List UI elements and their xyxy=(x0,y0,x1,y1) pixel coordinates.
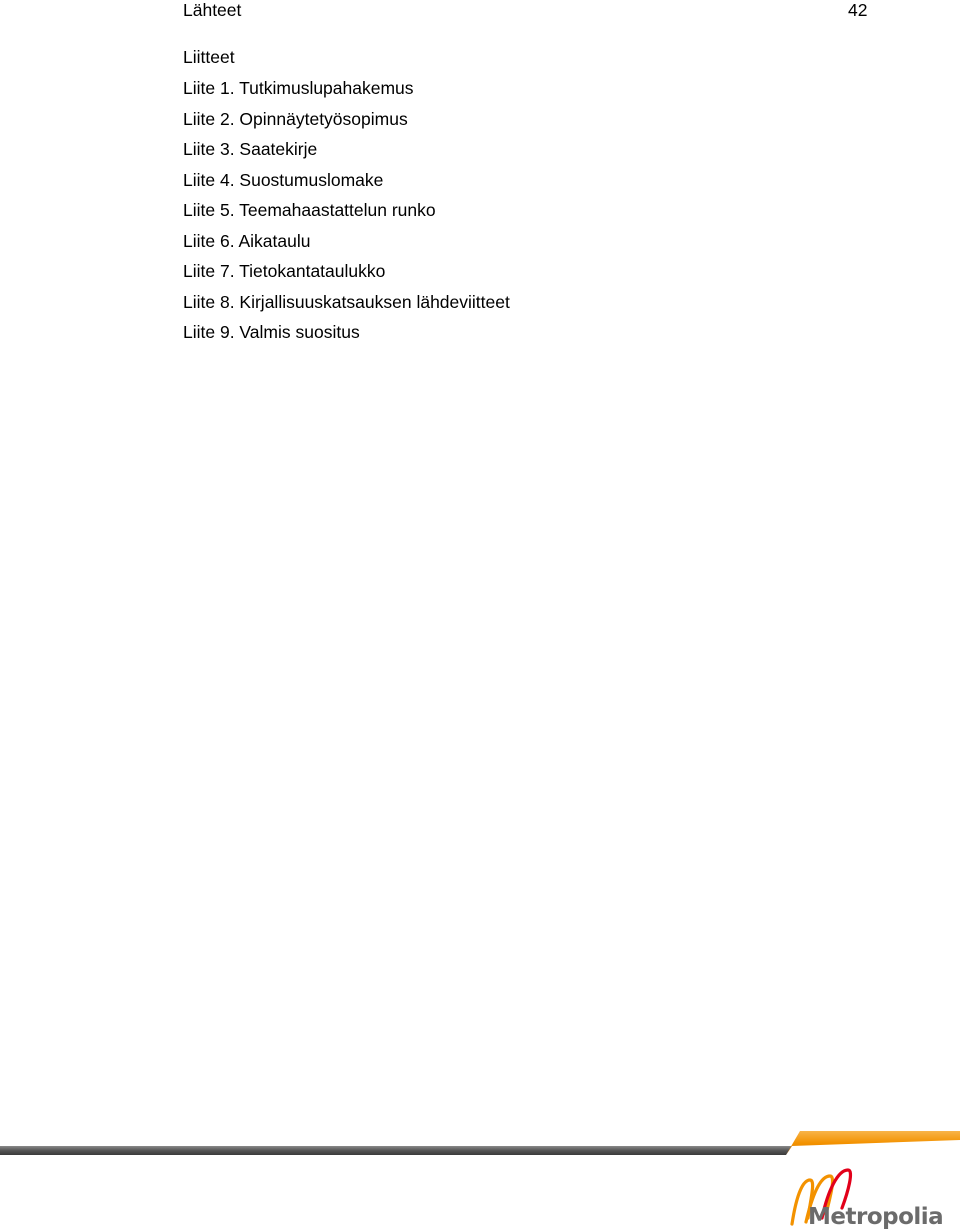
footer-gray-stripe xyxy=(0,1146,792,1155)
appendix-list xyxy=(183,77,510,352)
appendix-item: Liite 4. Suostumuslomake xyxy=(183,169,384,190)
footer-band xyxy=(0,1130,960,1160)
footer-orange-stripe xyxy=(786,1131,960,1155)
appendix-item: Liite 5. Teemahaastattelun runko xyxy=(183,200,436,220)
appendix-item: Liite 2. Opinnäytetyösopimus xyxy=(183,108,408,129)
appendix-item: Liite 3. Saatekirje xyxy=(183,139,318,159)
appendix-item: Liite 8. Kirjallisuuskatsauksen lähdeviitteet xyxy=(183,291,510,312)
appendix-item: Liite 7. Tietokantataulukko xyxy=(183,261,386,281)
page-number: 42 xyxy=(848,0,868,20)
running-header-title: Lähteet xyxy=(183,0,242,20)
appendix-item: Liite 9. Valmis suositus xyxy=(183,322,360,342)
appendix-item: Liite 1. Tutkimuslupahakemus xyxy=(183,78,414,98)
appendices-heading: Liitteet xyxy=(183,47,235,67)
appendix-item: Liite 6. Aikataulu xyxy=(183,230,311,251)
metropolia-logo-text: Metropolia xyxy=(808,1204,944,1230)
